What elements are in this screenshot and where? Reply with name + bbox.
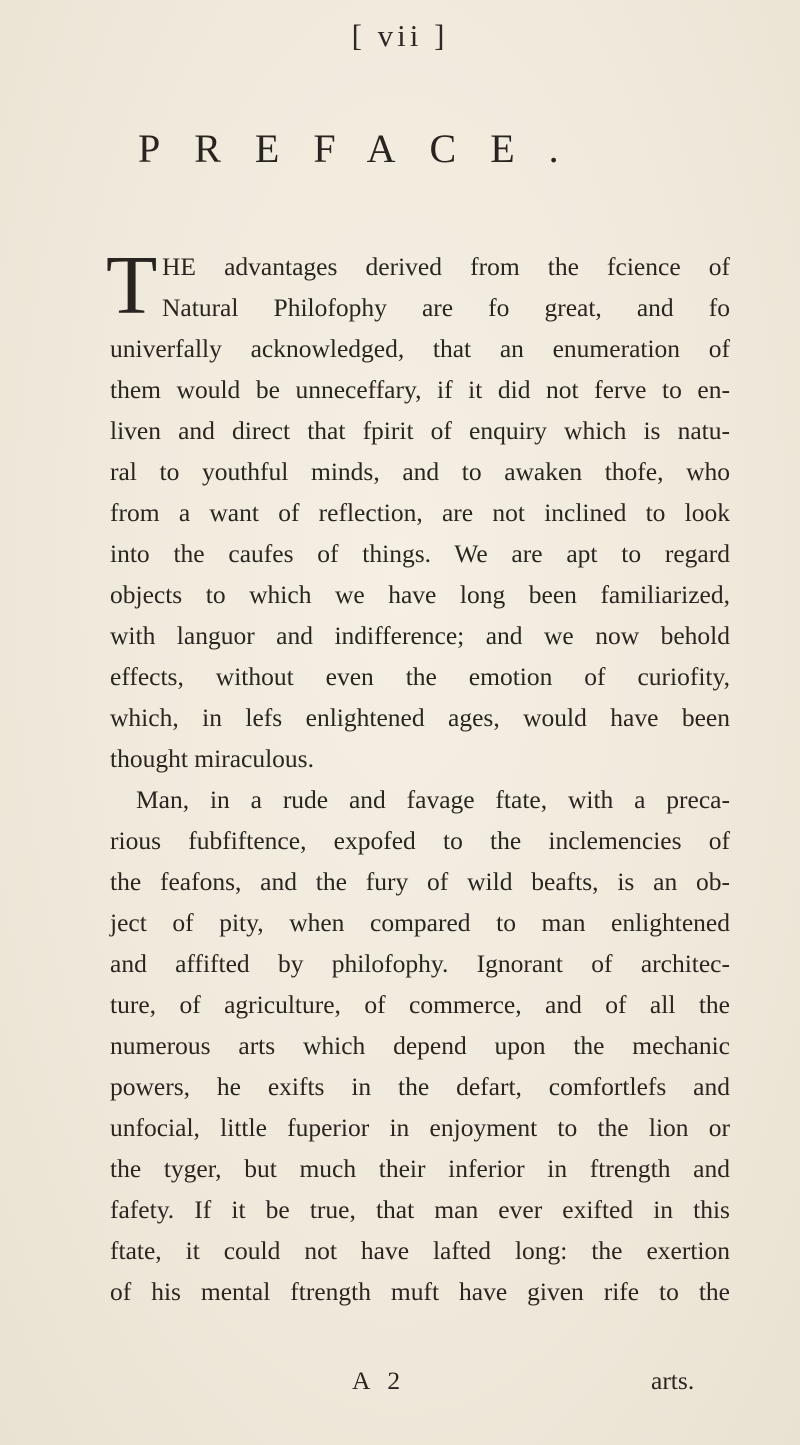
text-line: the feafons, and the fury of wild beafts, is an ob- [110, 867, 730, 896]
text-line: which, in lefs enlightened ages, would have been [110, 703, 730, 732]
text-line: with languor and indifference; and we now behold [110, 621, 730, 650]
text-line: of his mental ftrength muft have given rife to the [110, 1277, 730, 1306]
text-line: unfocial, little fuperior in enjoyment to the lion or [110, 1113, 730, 1142]
text-line-content: HE advantages derived from the fcience of [162, 252, 730, 281]
text-line: numerous arts which depend upon the mechanic [110, 1031, 730, 1060]
text-line: from a want of reflection, are not inclined to look [110, 498, 730, 527]
signature-mark: A 2 [352, 1366, 407, 1395]
text-line: ture, of agriculture, of commerce, and of all the [110, 990, 730, 1019]
text-line: powers, he exifts in the defart, comfortlefs and [110, 1072, 730, 1101]
page-footer [0, 1366, 800, 1406]
text-line: ral to youthful minds, and to awaken thofe, who [110, 457, 730, 486]
page-number: [ vii ] [351, 18, 449, 53]
catchword: arts. [651, 1366, 695, 1395]
body-text [106, 239, 730, 1312]
text-line: liven and direct that fpirit of enquiry which is natu- [110, 416, 730, 445]
text-line: thought miraculous. [110, 744, 314, 773]
page-heading: PREFACE. [138, 126, 593, 171]
text-line: into the caufes of things. We are apt to regard [110, 539, 730, 568]
text-line: Man, in a rude and favage ftate, with a preca- [136, 785, 730, 814]
text-line: the tyger, but much their inferior in ftrength and [110, 1154, 730, 1183]
text-line: ject of pity, when compared to man enlightened [110, 908, 730, 937]
text-line: Natural Philofophy are fo great, and fo [162, 293, 730, 322]
text-line: ftate, it could not have lafted long: the exertion [110, 1236, 730, 1265]
text-line: rious fubfiftence, expofed to the inclemencies of [110, 826, 730, 855]
drop-cap: T [106, 239, 158, 332]
text-line: effects, without even the emotion of curiofity, [110, 662, 730, 691]
text-line: univerfally acknowledged, that an enumeration of [110, 334, 730, 363]
text-line: and affifted by philofophy. Ignorant of architec- [110, 949, 730, 978]
text-line: objects to which we have long been familiarized, [110, 580, 730, 609]
text-line: fafety. If it be true, that man ever exifted in this [110, 1195, 730, 1224]
text-line: them would be unneceffary, if it did not ferve to en- [110, 375, 730, 404]
